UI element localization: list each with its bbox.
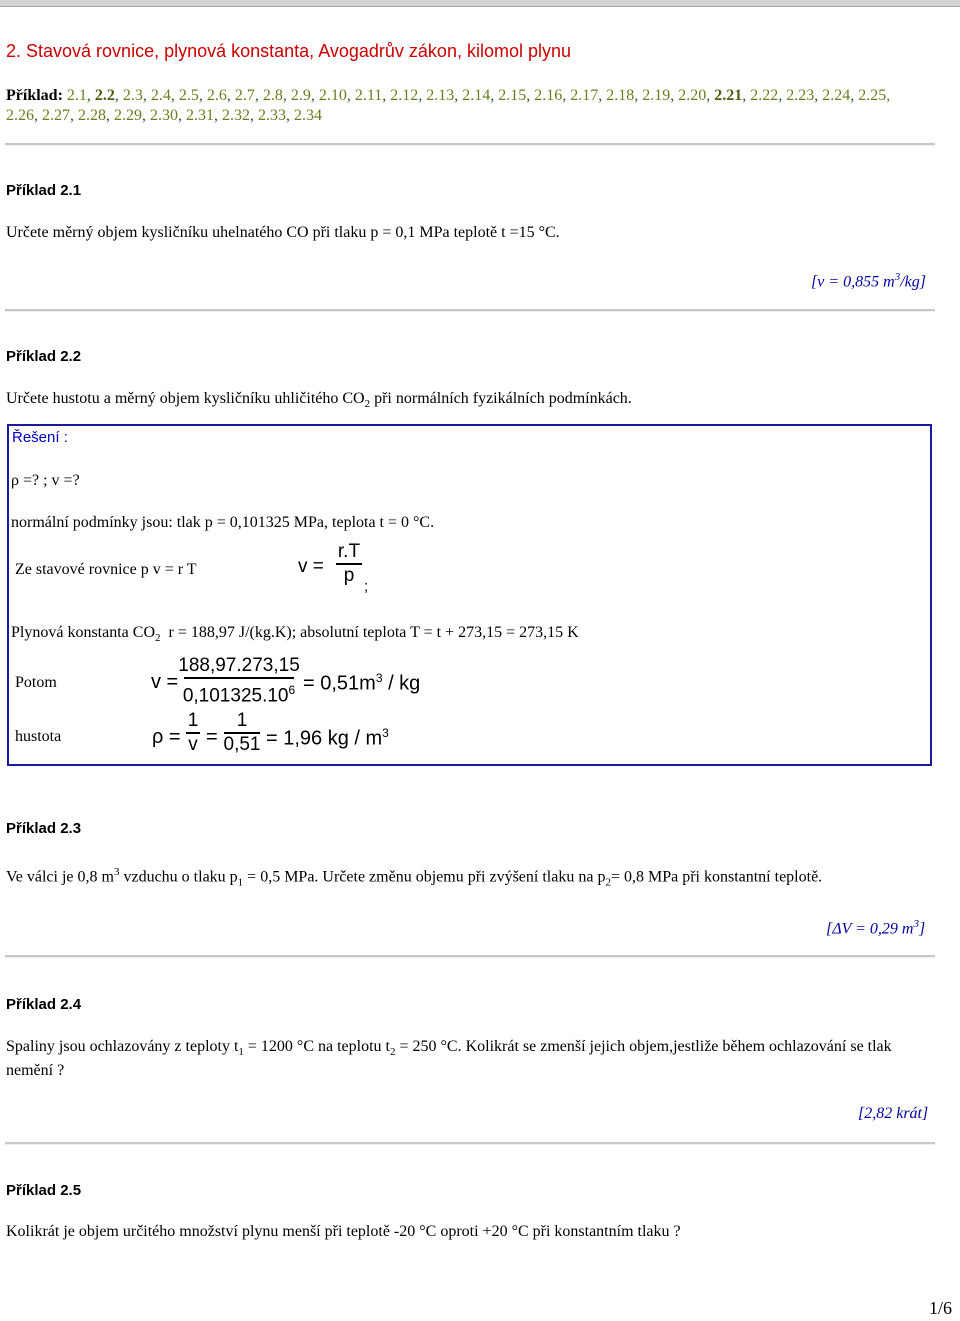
example-2-4-answer: [2,82 krát]: [858, 1105, 929, 1122]
example-link[interactable]: 2.12: [390, 87, 419, 104]
eq3-equals: =: [206, 726, 218, 748]
example-link[interactable]: 2.8: [262, 87, 283, 104]
divider: [5, 1142, 935, 1145]
eq3-fraction-1: [186, 710, 200, 756]
eq2-result: = $0,51m^3$ / kg: [303, 671, 421, 695]
example-link[interactable]: 2.23: [786, 87, 815, 104]
example-link[interactable]: 2.17: [570, 87, 599, 104]
example-link[interactable]: 2.25,: [858, 87, 891, 104]
eq1-semicolon: ;: [364, 578, 369, 595]
example-link[interactable]: 2.15: [498, 87, 527, 104]
solution-box: [7, 424, 932, 766]
example-2-1-heading: Příklad 2.1: [6, 182, 82, 199]
solution-title: Řešení :: [12, 429, 68, 446]
example-2-1-answer: [v = 0,855 $m^3/kg$]: [811, 271, 926, 291]
density-label: hustota: [15, 728, 62, 745]
eq2-denominator: 0,101325.10$^6$: [182, 683, 296, 707]
eq2-fraction: [178, 655, 300, 707]
examples-links-row-1: 2.1, 2.2, 2.3, 2.4, 2.5, 2.6, 2.7, 2.8, 2.9, 2.10, 2.11, 2.12, 2.13, 2.14, 2.15, 2.16, 2.17, 2.18, 2.19, 2.20, 2.21, 2.22, 2.23, 2.24, 2.25,: [66, 87, 891, 104]
eq2-numerator: 188,97.273,15: [178, 655, 300, 676]
example-link[interactable]: 2.29: [114, 107, 142, 124]
example-2-2-heading: Příklad 2.2: [6, 348, 82, 365]
examples-nav-line-1: [6, 87, 890, 105]
example-link[interactable]: 2.31: [186, 107, 214, 124]
example-2-2-text: Určete hustotu a měrný objem kysličníku uhličitého $CO_2$ při normálních fyzikálních podmínkách.: [6, 390, 632, 411]
example-link[interactable]: 2.6: [206, 87, 227, 104]
gas-constant-text: Plynová konstanta $CO_2$ r = 188,97 J/(kg.K); absolutní teplota T = t + 273,15 = 273,15 K: [11, 624, 579, 645]
example-link[interactable]: 2.10: [318, 87, 347, 104]
divider: [5, 955, 935, 958]
example-2-4-heading: Příklad 2.4: [6, 996, 82, 1013]
eq1-denominator: p: [343, 565, 355, 586]
divider: [5, 143, 935, 146]
example-link[interactable]: 2.14: [462, 87, 491, 104]
example-link[interactable]: 2.20: [678, 87, 707, 104]
example-2-5-text: Kolikrát je objem určitého množství plynu menší při teplotě -20 °C oproti +20 °C při konstantním tlaku ?: [6, 1223, 681, 1240]
example-link[interactable]: 2.9: [290, 87, 311, 104]
eq1-fraction: [336, 541, 362, 587]
eq3-lhs: ρ =: [152, 726, 181, 748]
example-link[interactable]: 2.19: [642, 87, 671, 104]
example-link[interactable]: 2.33: [258, 107, 286, 124]
examples-label: Příklad:: [6, 87, 63, 104]
state-equation-label: Ze stavové rovnice p v = r T: [15, 561, 197, 578]
example-link[interactable]: 2.26: [6, 107, 34, 124]
then-label: Potom: [15, 674, 57, 691]
solution-conditions: normální podmínky jsou: tlak p = 0,101325 MPa, teplota t = 0 °C.: [11, 514, 435, 531]
example-link[interactable]: 2.3: [122, 87, 143, 104]
example-link[interactable]: 2.24: [822, 87, 851, 104]
examples-links-row-2: 2.26, 2.27, 2.28, 2.29, 2.30, 2.31, 2.32, 2.33, 2.34: [6, 107, 322, 124]
divider: [5, 309, 935, 312]
eq1-lhs: v =: [298, 556, 324, 577]
example-link[interactable]: 2.13: [426, 87, 455, 104]
eq3-numerator-1: 1: [187, 710, 199, 731]
example-2-3-text: Ve válci je 0,8 $m^3$ vzduchu o tlaku $p_1 = 0,5$ MPa. Určete změnu objemu při zvýšení tlaku na $p_2= 0,8$ MPa při konstantní teplotě.: [6, 866, 823, 889]
example-link[interactable]: 2.34: [294, 107, 322, 124]
example-2-5-heading: Příklad 2.5: [6, 1182, 82, 1199]
example-link[interactable]: 2.22: [750, 87, 779, 104]
top-rule: [0, 0, 960, 7]
eq3-fraction-2: [224, 710, 260, 756]
example-link[interactable]: 2.30: [150, 107, 178, 124]
eq2-lhs: v =: [151, 671, 179, 693]
eq3-result: = 1,96 kg / $m^3$: [266, 726, 389, 750]
eq1-numerator: r.T: [337, 541, 361, 562]
example-link[interactable]: 2.2: [94, 87, 115, 104]
eq3-denominator-2: 0,51: [223, 734, 261, 755]
eq3-numerator-2: 1: [236, 710, 248, 731]
solution-unknowns: ρ =? ; v =?: [11, 472, 80, 489]
eq3-denominator-1: v: [188, 734, 198, 755]
example-2-3-heading: Příklad 2.3: [6, 820, 82, 837]
example-2-4-text: Spaliny jsou ochlazovány z teploty $t_1 = 1200$ °C na teplotu $t_2 = 250$ °C. Kolikrát se zmenší jejich objem,jestliže během ochlazování se tlak: [6, 1038, 892, 1059]
example-link[interactable]: 2.1: [66, 87, 87, 104]
example-2-4-text-line-2: nemění ?: [6, 1062, 65, 1079]
example-2-3-answer: [ΔV = 0,29 $m^3$]: [826, 918, 926, 938]
example-link[interactable]: 2.7: [234, 87, 255, 104]
page-title: 2. Stavová rovnice, plynová konstanta, Avogadrův zákon, kilomol plynu: [6, 41, 571, 61]
example-link[interactable]: 2.27: [42, 107, 70, 124]
example-2-1-text: Určete měrný objem kysličníku uhelnatého CO při tlaku p = 0,1 MPa teplotě t =15 °C.: [6, 224, 560, 241]
example-link[interactable]: 2.5: [178, 87, 199, 104]
example-link[interactable]: 2.21: [714, 87, 743, 104]
example-link[interactable]: 2.32: [222, 107, 250, 124]
example-link[interactable]: 2.11: [354, 87, 383, 104]
examples-nav-line-2: [6, 107, 322, 125]
example-link[interactable]: 2.4: [150, 87, 171, 104]
example-link[interactable]: 2.28: [78, 107, 106, 124]
example-link[interactable]: 2.16: [534, 87, 563, 104]
example-link[interactable]: 2.18: [606, 87, 635, 104]
page-number: 1/6: [928, 1298, 952, 1318]
